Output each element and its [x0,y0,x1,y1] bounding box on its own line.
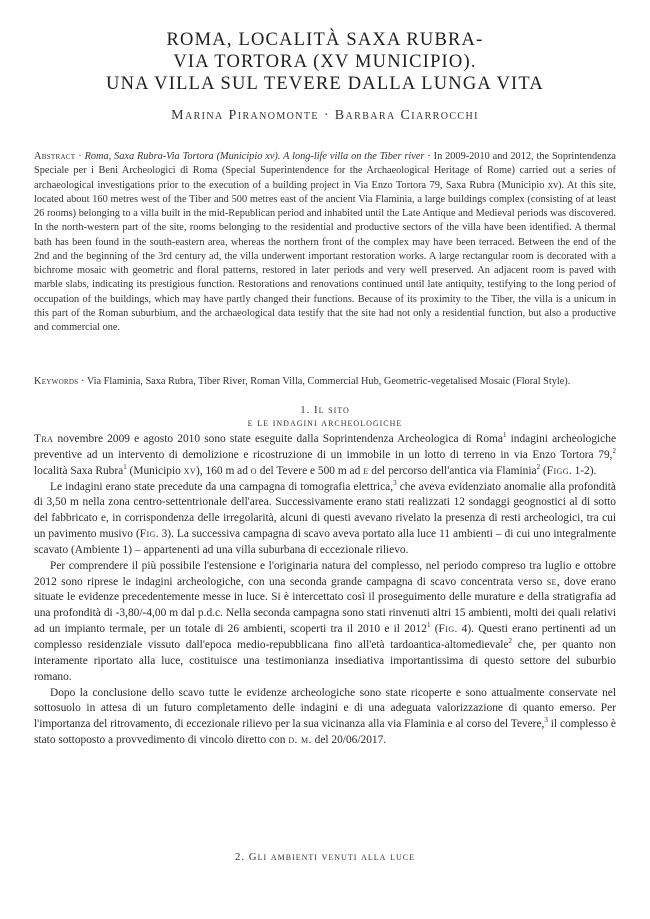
abstract-text: In 2009-2010 and 2012, the Soprintendenza Speciale per i Beni Archeologici di Roma (Special Superintendence for the Archaeological Heritage of Rome) carried out a series of archaeological investigations prior to the execution of a building project in Via Enzo Tortora 79, Saxa Rubra (Municipio xv). At this site, located about 160 metres west of the Tiber and 500 metres east of the ancient Via Flaminia, a large buildings complex (consisting of at least 26 rooms) belonging to a villa built in the mid-Republican period and inhabited until the Late Antique and Medieval periods was discovered. In the north-western part of the site, rooms belonging to the residential and productive sectors of the villa have been identified. A thermal bath has been found in the south-eastern area, whereas the northern front of the complex may have been terraced. Between the end of the 2nd and the beginning of the 3rd century ad, the villa underwent important restoration works. A large rectangular room is decorated with a bichrome mosaic with geometric and floral patterns, restored in later periods and very well preserved. An adjacent room is paved with marble slabs, indicating its prestigious function. Restorations and renovations continued until late antiquity, testifying to the long period of occupation of the buildings, which may have partly changed their functions. Because of its proximity to the Tiber, the villa is a unicum in this part of the Roman suburbium, and the archaeological data testify that the site had not only a residential function, but also a productive and commercial one. [34,151,617,333]
abstract-label: Abstract [34,151,76,162]
section-1-heading: 1. Il sito [300,404,350,416]
drop-lead: Tra [34,433,54,445]
footnote-ref[interactable]: 2 [508,637,513,646]
body-text [34,432,616,749]
footnote-ref[interactable]: 3 [393,478,397,487]
paragraph-2: Le indagini erano state precedute da una campagna di tomografia elettrica,$^3$ che aveva evidenziato anomalie alla profondità di 3,50 m nella zona centro-settentrionale dell'area. Successivamente erano stati realizzati 12 sondaggi geognostici al di sotto del fabbricato e, in corrispondenza delle irregolarità, alcuni di questi avevano rivelato la presenza di resti archeologici, tra cui un pavimento musivo (Fig. 3). La successiva campagna di scavo aveva portato alla luce 11 ambienti – di cui uno integralmente scavato (Ambiente 1) – appartenenti ad una villa suburbana di eccezionale rilievo. [34,478,616,556]
keywords: Keywords · Via Flaminia, Saxa Rubra, Tiber River, Roman Villa, Commercial Hub, Geometric-vegetalised Mosaic (Floral Style). [34,376,571,387]
abstract-title: Roma, Saxa Rubra-Via Tortora (Municipio xv). A long-life villa on the Tiber river [84,151,425,162]
keywords-label: Keywords [34,376,79,387]
article-title-line-1: ROMA, LOCALITÀ SAXA RUBRA- [166,30,484,50]
abstract: Abstract · Roma, Saxa Rubra-Via Tortora (Municipio xv). A long-life villa on the Tiber river · In 2009-2010 and 2012, the Soprintendenza Speciale per i Beni Archeologici di Roma (Special Superintendence for the Archaeological Heritage of Rome) carried out a series of archaeological investigations prior to the execution of a building project in Via Enzo Tortora 79, Saxa Rubra (Municipio xv). At this site, located about 160 metres west of the Tiber and 500 metres east of the ancient Via Flaminia, a large buildings complex (consisting of at least 26 rooms) belonging to a villa built in the mid-Republican period and inhabited until the Late Antique and Medieval periods was discovered. In the north-western part of the site, rooms belonging to the residential and productive sectors of the villa have been identified. A thermal bath has been found in the south-eastern area, whereas the northern front of the complex may have been terraced. Between the end of the 2nd and the beginning of the 3rd century ad, the villa underwent important restoration works. A large rectangular room is decorated with a bichrome mosaic with geometric and floral patterns, restored in later periods and very well preserved. An adjacent room is paved with marble slabs, indicating its prestigious function. Restorations and renovations continued until late antiquity, testifying to the long period of occupation of the buildings, which may have partly changed their functions. Because of its proximity to the Tiber, the villa is a unicum in this part of the Roman suburbium, and the archaeological data testify that the site had not only a residential function, but also a productive and commercial one. [34,151,617,333]
paragraph-1: Tra novembre 2009 e agosto 2010 sono state eseguite dalla Soprintendenza Archeologica di Roma$^1$ indagini archeologiche preventive ad un intervento di demolizione e ricostruzione di un immobile in un lotto di terreno in via Enzo Tortora 79,$^2$ località Saxa Rubra$^1$ (Municipio xv), 160 m ad o del Tevere e 500 m ad e del percorso dell'antica via Flaminia$^2$ (Figg. 1-2). [34,431,616,477]
section-1-subheading: e le indagini archeologiche [247,417,403,429]
section-2-heading: 2. Gli ambienti venuti alla luce [234,851,416,863]
footnote-ref[interactable]: 2 [536,462,541,471]
keywords-text: Via Flaminia, Saxa Rubra, Tiber River, Roman Villa, Commercial Hub, Geometric-vegetalised Mosaic (Floral Style). [86,376,571,387]
footnote-ref[interactable]: 1 [427,621,431,630]
figure-ref[interactable]: Fig [139,528,156,541]
paragraph-4: Dopo la conclusione dello scavo tutte le evidenze archeologiche sono state ricoperte e sono attualmente conservate nel sottosuolo in attesa di un futuro completamento delle indagini e di una adeguata valorizzazione di quanto emerso. Per l'importanza del ritrovamento, di eccezionale rilievo per la sua vicinanza alla via Flaminia e al corso del Tevere,$^3$ il complesso è stato sottoposto a provvedimento di vincolo diretto con d. m. del 20/06/2017. [34,686,616,747]
paragraph-3: Per comprendere il più possibile l'estensione e l'originaria natura del complesso, nel periodo compreso tra luglio e ottobre 2012 sono riprese le indagini archeologiche, con una seconda grande campagna di scavo concentrata verso se, dove erano situate le evidenze precedentemente messe in luce. Si è intercettato così il proseguimento delle murature e della stratigrafia ad una profondità di -3,80/-4,00 m dal p.d.c. Nella seconda campagna sono stati rinvenuti altri 15 ambienti, molti dei quali relativi ad un impianto termale, per un totale di 26 ambienti, scoperti tra il 2010 e il 2012$^1$ (Fig. 4). Questi erano pertinenti ad un complesso residenziale vissuto dall'epoca medio-repubblicana fino all'età tardoantica-altomedievale$^2$ che, per quanto non interamente riportato alla luce, costituisce una testimonianza insediativa importantissima di questo settore del suburbio romano. [34,559,616,683]
article-title-line-2: VIA TORTORA (XV MUNICIPIO). [173,52,477,72]
footnote-ref[interactable]: 3 [544,716,548,725]
authors: Marina Piranomonte · Barbara Ciarrocchi [171,108,479,123]
footnote-ref[interactable]: 1 [123,462,127,471]
article-title-line-3: UNA VILLA SUL TEVERE DALLA LUNGA VITA [106,74,544,94]
footnote-ref[interactable]: 2 [612,447,616,456]
footnote-ref[interactable]: 1 [502,431,507,440]
figure-ref[interactable]: Figg [546,464,569,477]
figure-ref[interactable]: Fig [438,623,455,636]
